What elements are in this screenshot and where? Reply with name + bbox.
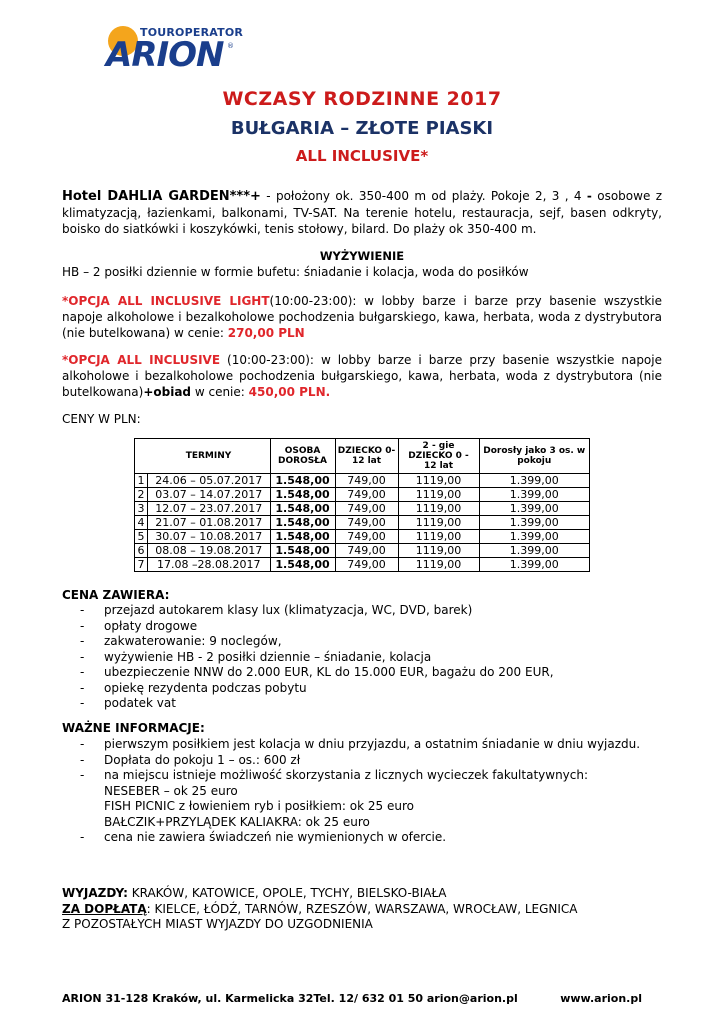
table-row xyxy=(135,530,590,544)
header-adult: OSOBA DOROSŁA xyxy=(270,439,335,474)
row-child-price: 749,00 xyxy=(335,502,398,516)
row-child2-price: 1119,00 xyxy=(398,488,479,502)
row-third-adult-price: 1.399,00 xyxy=(479,474,590,488)
logo-touroperator: TOUROPERATOR xyxy=(140,26,244,39)
row-child2-price: 1119,00 xyxy=(398,544,479,558)
row-child-price: 749,00 xyxy=(335,516,398,530)
row-number: 2 xyxy=(135,488,148,502)
row-third-adult-price: 1.399,00 xyxy=(479,502,590,516)
table-row xyxy=(135,502,590,516)
row-number: 3 xyxy=(135,502,148,516)
table-row xyxy=(135,474,590,488)
row-third-adult-price: 1.399,00 xyxy=(479,544,590,558)
row-term: 17.08 –28.08.2017 xyxy=(148,558,271,572)
list-item: - Dopłata do pokoju 1 – os.: 600 zł xyxy=(80,752,301,767)
table-header-row xyxy=(135,439,590,474)
row-child2-price: 1119,00 xyxy=(398,516,479,530)
table-row xyxy=(135,544,590,558)
row-number: 6 xyxy=(135,544,148,558)
excursion-item: BAŁCZIK+PRZYLĄDEK KALIAKRA: ok 25 euro xyxy=(104,814,370,829)
header-third-adult: Dorosły jako 3 os. w pokoju xyxy=(479,439,590,474)
option-full: *OPCJA ALL INCLUSIVE (10:00-23:00): w lobby barze i barze przy basenie wszystkie napoje alkoholowe i bezalkoholowe pochodzenia bułgarskiego, kawa, herbata, woda z dystrybutora (nie butelkowana)+obiad w cenie: 450,00 PLN. xyxy=(62,353,662,399)
meals-title: WYŻYWIENIE xyxy=(319,249,405,263)
includes-list xyxy=(80,603,554,712)
header-terms: TERMINY xyxy=(148,439,271,474)
option-light: *OPCJA ALL INCLUSIVE LIGHT(10:00-23:00): w lobby barze i barze przy basenie wszystkie napoje alkoholowe i bezalkoholowe pochodzenia bułgarskiego, kawa, herbata, woda z dystrybutora (nie butelkowana) w cenie: 270,00 PLN xyxy=(62,294,662,340)
hotel-name: Hotel DAHLIA GARDEN***+ xyxy=(62,189,261,204)
list-item: - przejazd autokarem klasy lux (klimatyzacja, WC, DVD, barek) xyxy=(80,603,473,617)
info-list xyxy=(80,737,640,846)
footer-website[interactable]: www.arion.pl xyxy=(560,992,642,1005)
excursion-item: NESEBER – ok 25 euro xyxy=(104,783,238,798)
hotel-description: Hotel DAHLIA GARDEN***+ - położony ok. 350-400 m od plaży. Pokoje 2, 3 , 4 - osobowe z klimatyzacją, łazienkami, balkonami, TV-SAT. Na terenie hotelu, restauracja, sejf, basen odkryty, boisko do siatkówki i koszykówki, tenis stołowy, bilard. Do plaży ok 350-400 m. xyxy=(62,189,662,236)
row-child-price: 749,00 xyxy=(335,488,398,502)
list-item: - ubezpieczenie NNW do 2.000 EUR, KL do 15.000 EUR, bagażu do 200 EUR, xyxy=(80,665,554,679)
table-row xyxy=(135,516,590,530)
row-number: 5 xyxy=(135,530,148,544)
row-term: 03.07 – 14.07.2017 xyxy=(148,488,271,502)
row-child2-price: 1119,00 xyxy=(398,558,479,572)
includes-title: CENA ZAWIERA: xyxy=(62,588,170,602)
row-term: 08.08 – 19.08.2017 xyxy=(148,544,271,558)
price-table xyxy=(134,438,590,572)
list-item: - pierwszym posiłkiem jest kolacja w dniu przyjazdu, a ostatnim śniadanie w dniu wyjazdu. xyxy=(80,737,641,751)
arion-logo xyxy=(100,22,244,75)
row-child2-price: 1119,00 xyxy=(398,474,479,488)
footer xyxy=(62,992,642,1005)
row-adult-price: 1.548,00 xyxy=(270,516,335,530)
option-full-price: 450,00 PLN. xyxy=(248,385,331,399)
row-child-price: 749,00 xyxy=(335,530,398,544)
row-child-price: 749,00 xyxy=(335,474,398,488)
row-third-adult-price: 1.399,00 xyxy=(479,488,590,502)
list-item: - cena nie zawiera świadczeń nie wymienionych w ofercie. xyxy=(80,830,447,844)
package-title: ALL INCLUSIVE* xyxy=(295,147,429,165)
list-item: - na miejscu istnieje możliwość skorzystania z licznych wycieczek fakultatywnych: NESEBER – ok 25 euro FISH PICNIC z łowieniem ryb i posiłkiem: ok 25 euro BAŁCZIK+PRZYLĄDEK KALIAKRA: ok 25 euro xyxy=(80,768,640,830)
logo-brand: ARION xyxy=(106,35,224,75)
row-term: 21.07 – 01.08.2017 xyxy=(148,516,271,530)
option-light-price: 270,00 PLN xyxy=(227,326,305,340)
row-third-adult-price: 1.399,00 xyxy=(479,516,590,530)
destination-title: BUŁGARIA – ZŁOTE PIASKI xyxy=(230,118,494,139)
footer-contact: ARION 31-128 Kraków, ul. Karmelicka 32Tel. 12/ 632 01 50 arion@arion.pl xyxy=(62,992,518,1005)
row-term: 12.07 – 23.07.2017 xyxy=(148,502,271,516)
row-adult-price: 1.548,00 xyxy=(270,530,335,544)
row-adult-price: 1.548,00 xyxy=(270,488,335,502)
row-child2-price: 1119,00 xyxy=(398,530,479,544)
row-adult-price: 1.548,00 xyxy=(270,558,335,572)
excursion-item: FISH PICNIC z łowieniem ryb i posiłkiem: ok 25 euro xyxy=(104,799,414,813)
list-item: - podatek vat xyxy=(80,696,176,710)
prices-label: CENY W PLN: xyxy=(62,412,141,426)
list-item: - zakwaterowanie: 9 noclegów, xyxy=(80,634,282,648)
header-child2: 2 - gie DZIECKO 0 - 12 lat xyxy=(398,439,479,474)
table-row xyxy=(135,488,590,502)
list-item: - wyżywienie HB - 2 posiłki dziennie – śniadanie, kolacja xyxy=(80,649,432,664)
row-number: 1 xyxy=(135,474,148,488)
meals-text: HB – 2 posiłki dziennie w formie bufetu: śniadanie i kolacja, woda do posiłków xyxy=(62,265,529,279)
row-third-adult-price: 1.399,00 xyxy=(479,558,590,572)
row-term: 30.07 – 10.08.2017 xyxy=(148,530,271,544)
row-adult-price: 1.548,00 xyxy=(270,502,335,516)
departures: WYJAZDY: KRAKÓW, KATOWICE, OPOLE, TYCHY, BIELSKO-BIAŁA ZA DOPŁATĄ: KIELCE, ŁÓDŹ, TARNÓW, RZESZÓW, WARSZAWA, WROCŁAW, LEGNICA Z POZOSTAŁYCH MIAST WYJAZDY DO UZGODNIENIA xyxy=(62,886,578,931)
logo-registered: ® xyxy=(227,42,234,50)
row-adult-price: 1.548,00 xyxy=(270,474,335,488)
header-child: DZIECKO 0-12 lat xyxy=(335,439,398,474)
row-child2-price: 1119,00 xyxy=(398,502,479,516)
list-item: - opłaty drogowe xyxy=(80,618,198,633)
main-title: WCZASY RODZINNE 2017 xyxy=(222,88,502,110)
info-title: WAŻNE INFORMACJE: xyxy=(62,721,205,735)
row-number: 7 xyxy=(135,558,148,572)
row-number: 4 xyxy=(135,516,148,530)
row-adult-price: 1.548,00 xyxy=(270,544,335,558)
table-row xyxy=(135,558,590,572)
row-child-price: 749,00 xyxy=(335,544,398,558)
list-item: - opiekę rezydenta podczas pobytu xyxy=(80,680,307,695)
row-term: 24.06 – 05.07.2017 xyxy=(148,474,271,488)
row-child-price: 749,00 xyxy=(335,558,398,572)
row-third-adult-price: 1.399,00 xyxy=(479,530,590,544)
